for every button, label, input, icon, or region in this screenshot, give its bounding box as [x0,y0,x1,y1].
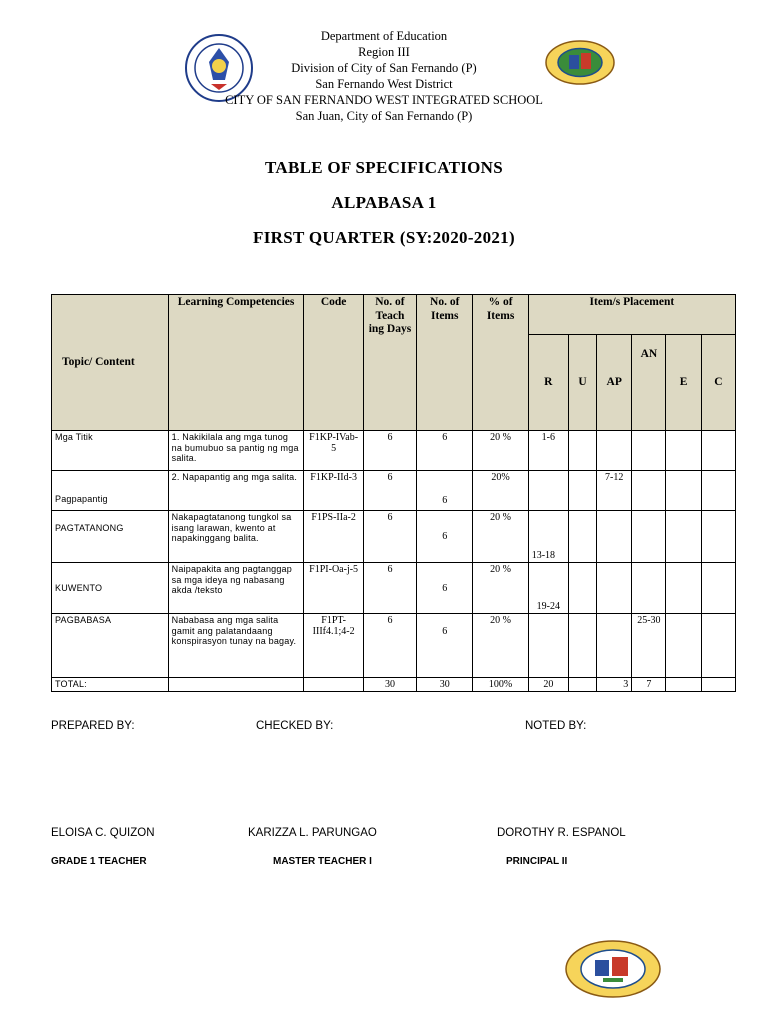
total-r: 20 [528,678,568,692]
total-percent: 100% [473,678,528,692]
competency-cell: 1. Nakikilala ang mga tunog na bumubuo sa pantig ng mga salita. [168,431,304,471]
items-cell: 6 [417,563,473,614]
header-u: U [568,335,596,431]
u-cell [568,614,596,678]
r-cell [528,471,568,511]
school-header [0,28,768,124]
an-cell [632,471,666,511]
topic-cell: Pagpapantig [52,471,169,511]
percent-cell: 20 % [473,431,528,471]
noted-by-position: PRINCIPAL II [506,856,568,867]
code-cell: F1KP-IVab-5 [304,431,363,471]
total-an: 7 [632,678,666,692]
r-cell: 19-24 [528,563,568,614]
ap-cell [597,614,632,678]
topic-cell: PAGTATANONG [52,511,169,563]
code-cell: F1PS-IIa-2 [304,511,363,563]
header-r: R [528,335,568,431]
c-cell [701,614,735,678]
days-cell: 6 [363,431,416,471]
percent-cell: 20 % [473,614,528,678]
days-cell: 6 [363,511,416,563]
table-row [52,471,736,511]
c-cell [701,471,735,511]
e-cell [666,471,701,511]
competency-cell: Naipapakita ang pagtanggap sa mga ideya ng nabasang akda /teksto [168,563,304,614]
checked-by-name: KARIZZA L. PARUNGAO [248,827,377,839]
c-cell [701,563,735,614]
u-cell [568,471,596,511]
prepared-by-name: ELOISA C. QUIZON [51,827,155,839]
header-line-address: San Juan, City of San Fernando (P) [295,109,473,123]
header-percent-items: % of Items [473,295,528,431]
e-cell [666,431,701,471]
e-cell [666,614,701,678]
header-an: AN [632,335,666,431]
total-competency-cell [168,678,304,692]
an-cell: 25-30 [632,614,666,678]
ap-cell [597,563,632,614]
topic-cell: Mga Titik [52,431,169,471]
school-seal-bottom-logo [565,940,661,998]
topic-cell: PAGBABASA [52,614,169,678]
total-ap: 3 [597,678,632,692]
total-c [701,678,735,692]
table-row [52,511,736,563]
quarter-title: FIRST QUARTER (SY:2020-2021) [253,228,515,247]
total-u [568,678,596,692]
r-cell: 1-6 [528,431,568,471]
code-cell: F1KP-IId-3 [304,471,363,511]
checked-by-label: CHECKED BY: [256,720,334,732]
header-line-school: CITY OF SAN FERNANDO WEST INTEGRATED SCHOOL [225,93,543,107]
days-cell: 6 [363,471,416,511]
header-line-division: Division of City of San Fernando (P) [291,61,477,75]
code-cell: F1PI-Oa-j-5 [304,563,363,614]
topic-cell: KUWENTO [52,563,169,614]
noted-by-label: NOTED BY: [525,720,587,732]
days-cell: 6 [363,563,416,614]
percent-cell: 20 % [473,563,528,614]
ap-cell [597,511,632,563]
checked-by-position: MASTER TEACHER I [273,856,372,867]
an-cell [632,511,666,563]
ap-cell [597,431,632,471]
items-cell: 6 [417,614,473,678]
header-teaching-days: No. of Teach ing Days [363,295,416,431]
subject-title: ALPABASA 1 [331,193,437,212]
days-cell: 6 [363,614,416,678]
prepared-by-label: PREPARED BY: [51,720,135,732]
ap-cell: 7-12 [597,471,632,511]
header-line-district: San Fernando West District [315,77,453,91]
specifications-table [51,294,736,692]
an-cell [632,431,666,471]
e-cell [666,511,701,563]
items-cell: 6 [417,431,473,471]
prepared-by-position: GRADE 1 TEACHER [51,856,147,867]
header-line-department: Department of Education [320,29,448,43]
header-item-placement: Item/s Placement [528,295,735,335]
c-cell [701,431,735,471]
percent-cell: 20 % [473,511,528,563]
table-row [52,431,736,471]
table-row [52,563,736,614]
header-e: E [666,335,701,431]
u-cell [568,511,596,563]
competency-cell: 2. Napapantig ang mga salita. [168,471,304,511]
percent-cell: 20% [473,471,528,511]
header-number-of-items: No. of Items [417,295,473,431]
header-ap: AP [597,335,632,431]
table-total-row [52,678,736,692]
total-e [666,678,701,692]
competency-cell: Nakapagtatanong tungkol sa isang larawan, kwento at napakinggang balita. [168,511,304,563]
header-competencies: Learning Competencies [168,295,304,431]
r-cell: 13-18 [528,511,568,563]
total-label: TOTAL: [52,678,169,692]
code-cell: F1PT-IIIf4.1;4-2 [304,614,363,678]
total-days: 30 [363,678,416,692]
competency-cell: Nababasa ang mga salita gamit ang palatandaang konspirasyon tunay na bagay. [168,614,304,678]
document-title: TABLE OF SPECIFICATIONS [264,158,504,177]
noted-by-name: DOROTHY R. ESPANOL [497,827,626,839]
e-cell [666,563,701,614]
u-cell [568,563,596,614]
header-code: Code [304,295,363,431]
items-cell: 6 [417,471,473,511]
total-code-cell [304,678,363,692]
r-cell [528,614,568,678]
header-topic: Topic/ Content [52,295,169,431]
items-cell: 6 [417,511,473,563]
header-line-region: Region III [358,45,410,59]
header-c: C [701,335,735,431]
u-cell [568,431,596,471]
total-items: 30 [417,678,473,692]
table-row [52,614,736,678]
c-cell [701,511,735,563]
an-cell [632,563,666,614]
